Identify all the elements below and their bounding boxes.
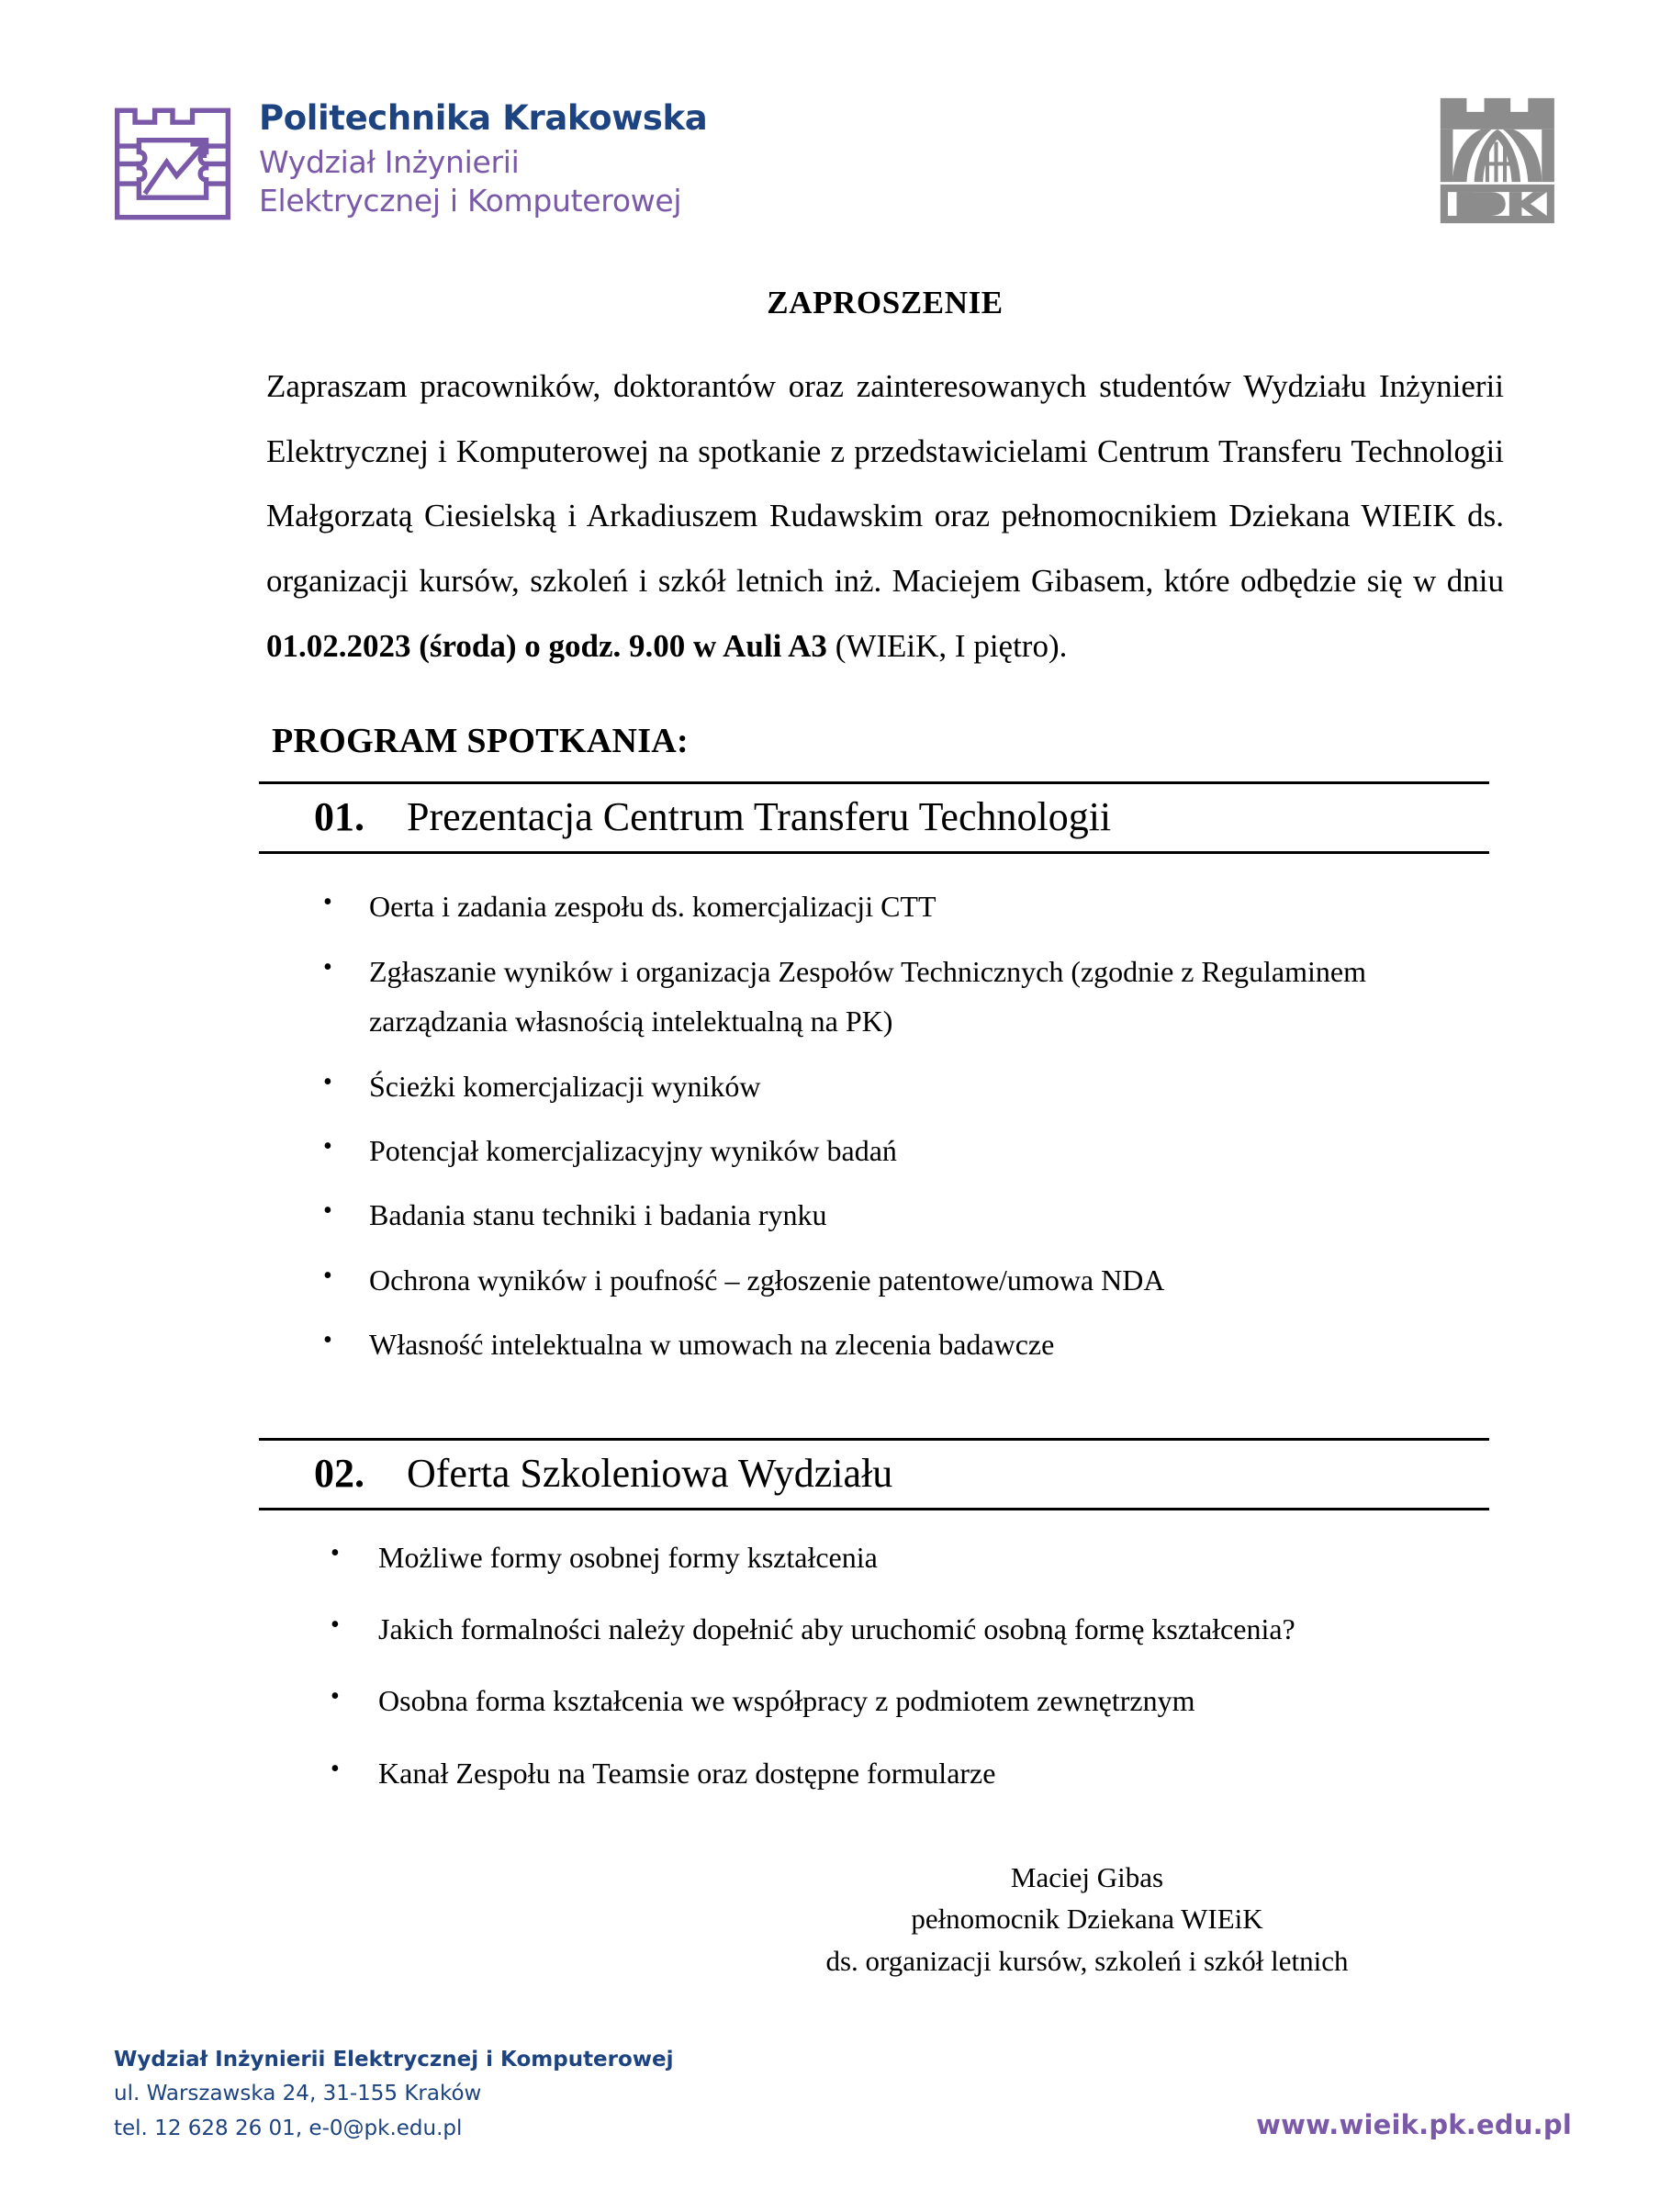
program-heading: PROGRAM SPOTKANIA: [272,722,689,761]
invitation-paragraph [266,354,1504,679]
program-section-02 [266,1438,1504,1510]
section-number: 02. [314,1450,364,1496]
wieik-chip-castle-logo-icon [112,107,233,221]
section-rule-bottom [259,851,1489,854]
footer-faculty-name: Wydział Inżynierii Elektrycznej i Komputerowej [114,2048,674,2072]
section-rule-bottom [259,1508,1489,1510]
brand-text-block [259,98,708,220]
brand-subtitle-line-1: Wydział Inżynierii [259,144,520,180]
document-header [0,92,1671,239]
list-item: • Jakich formalności należy dopełnić aby uruchomić osobną formę kształcenia? [266,1604,1504,1654]
section-title: Prezentacja Centrum Transferu Technologii [407,794,1112,840]
list-item: • Badania stanu techniki i badania rynku [266,1190,1504,1240]
section-heading [266,1441,1504,1508]
document-footer [0,2027,1671,2164]
list-item: • Ścieżki komercjalizacji wyników [266,1061,1504,1111]
invitation-datetime-venue: 01.02.2023 (środa) o godz. 9.00 w Auli A3 [266,627,827,664]
section-number: 01. [314,794,364,840]
section-spacer [266,1385,1504,1438]
section-01-bullet-list [266,881,1504,1369]
section-heading [266,784,1504,851]
footer-address: ul. Warszawska 24, 31-155 Kraków [114,2082,482,2106]
brand-subtitle-line-2: Elektrycznej i Komputerowej [259,183,682,219]
footer-contact-block [114,2043,674,2146]
section-02-bullet-list [266,1533,1504,1799]
list-item: • Osobna forma kształcenia we współpracy z podmiotem zewnętrznym [266,1676,1504,1725]
section-title: Oferta Szkoleniowa Wydziału [407,1450,893,1496]
brand-title: Politechnika Krakowska [259,98,708,138]
list-item: • Kanał Zespołu na Teamsie oraz dostępne formularze [266,1748,1504,1798]
footer-contact: tel. 12 628 26 01, e-0@pk.edu.pl [114,2116,463,2140]
footer-website-url[interactable]: www.wieik.pk.edu.pl [1256,2109,1572,2140]
signature-role: pełnomocnik Dziekana WIEiK [911,1903,1263,1936]
signature-scope: ds. organizacji kursów, szkoleń i szkół letnich [825,1944,1349,1977]
document-body [266,285,1504,1982]
signature-block [266,1857,1504,1982]
invitation-text-part-1: Zapraszam pracowników, doktorantów oraz zainteresowanych studentów Wydziału Inżynierii Elektrycznej i Komputerowej na spotkanie z przedstawicielami Centrum Transferu Technologii Małgorzatą Ciesielską i Arkadiuszem Rudawskim oraz pełnomocnikiem Dziekana WIEIK ds. organizacji kursów, szkoleń i szkół letnich inż. Maciejem Gibasem, które odbędzie się w dniu [266,368,1504,600]
signature-name: Maciej Gibas [1010,1861,1164,1894]
wieik-brand-block [112,98,708,221]
list-item: • Oerta i zadania zespołu ds. komercjalizacji CTT [266,881,1504,931]
page-title: ZAPROSZENIE [767,285,1004,320]
invitation-text-part-2: (WIEiK, I piętro). [826,627,1068,664]
list-item: • Ochrona wyników i poufność – zgłoszenie patentowe/umowa NDA [266,1255,1504,1305]
list-item: • Możliwe formy osobnej formy kształcenia [266,1533,1504,1582]
program-section-01 [266,781,1504,854]
list-item: • Potencjał komercjalizacyjny wyników badań [266,1126,1504,1175]
list-item: • Własność intelektualna w umowach na zlecenia badawcze [266,1319,1504,1369]
list-item: • Zgłaszanie wyników i organizacja Zespołów Technicznych (zgodnie z Regulaminem zarządzania własnością intelektualną na PK) [266,947,1504,1047]
pk-castle-emblem-icon [1434,92,1572,230]
